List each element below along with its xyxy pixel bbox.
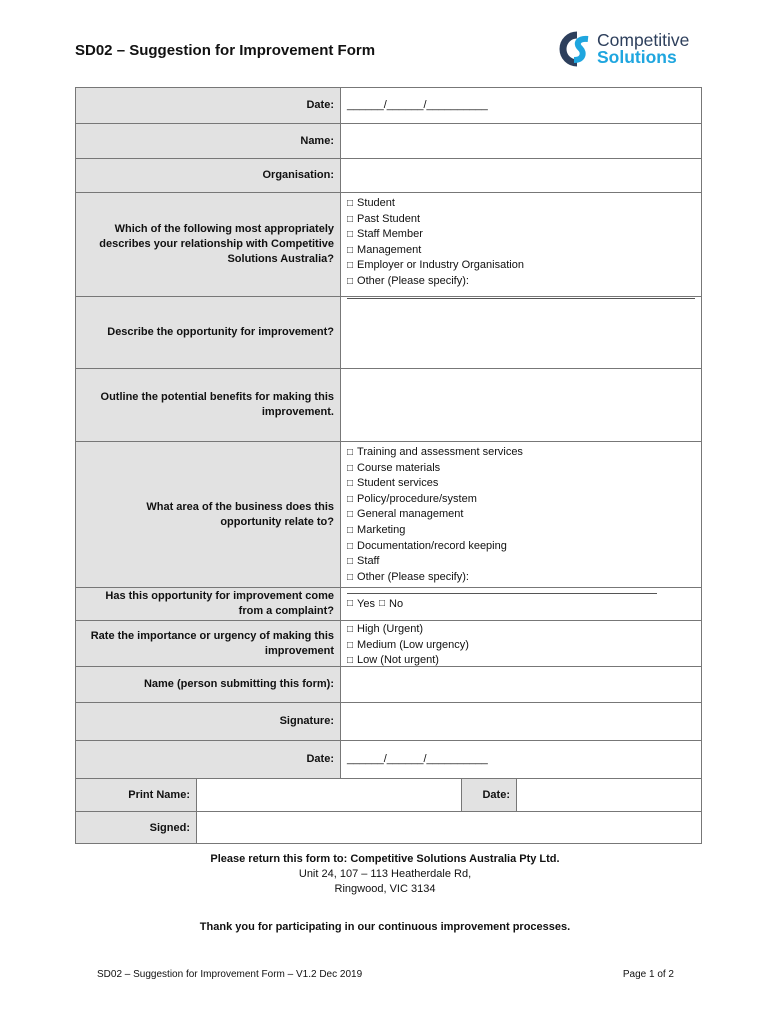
complaint-options: [341, 588, 701, 620]
document-id: SD02 – Suggestion for Improvement Form – V1.2 Dec 2019: [97, 969, 363, 980]
return-info: [0, 852, 770, 897]
signed-field[interactable]: [197, 812, 701, 843]
page-title: SD02 – Suggestion for Improvement Form: [75, 42, 376, 59]
checkbox-icon[interactable]: □: [347, 597, 354, 609]
checkbox-icon[interactable]: □: [347, 624, 354, 635]
describe-label: Describe the opportunity for improvement?: [76, 297, 341, 368]
organisation-label: Organisation:: [76, 159, 341, 192]
benefits-label: Outline the potential benefits for making this improvement.: [76, 369, 341, 441]
row-name: [76, 123, 701, 158]
business-area-option[interactable]: □ Policy/procedure/system: [347, 492, 477, 505]
row-describe: [76, 296, 701, 368]
print-date-label: Date:: [462, 779, 517, 811]
no-option[interactable]: No: [389, 597, 404, 610]
row-business-area: [76, 441, 701, 587]
checkbox-icon[interactable]: □: [347, 540, 354, 552]
checkbox-icon[interactable]: □: [379, 597, 386, 609]
business-area-option[interactable]: □ Staff: [347, 555, 380, 568]
business-area-option[interactable]: □ Training and assessment services: [347, 446, 523, 458]
checkbox-icon[interactable]: □: [347, 478, 354, 490]
checkbox-icon[interactable]: □: [347, 509, 354, 521]
importance-options: [341, 621, 701, 666]
return-heading: Please return this form to: Competitive Solutions Australia Pty Ltd.: [210, 853, 560, 865]
yes-option[interactable]: Yes: [357, 597, 375, 610]
signature-field[interactable]: [341, 703, 701, 740]
row-organisation: [76, 158, 701, 192]
signed-label: Signed:: [76, 812, 197, 843]
company-logo: [555, 30, 705, 70]
print-name-field[interactable]: [197, 779, 462, 811]
thank-you-note: Thank you for participating in our continuous improvement processes.: [199, 921, 571, 933]
relationship-question: Which of the following most appropriately describes your relationship with Competitive Solutions Australia?: [76, 193, 341, 296]
business-area-option[interactable]: □ Other (Please specify):: [347, 570, 469, 583]
business-area-option[interactable]: □ Student services: [347, 477, 439, 490]
page-number: Page 1 of 2: [622, 969, 674, 980]
relationship-option[interactable]: □ Other (Please specify):: [347, 274, 469, 287]
return-address-line2: Ringwood, VIC 3134: [334, 883, 436, 895]
checkbox-icon[interactable]: □: [347, 556, 354, 568]
relationship-option[interactable]: □ Student: [347, 197, 395, 209]
describe-field[interactable]: [341, 297, 701, 368]
signature-label: Signature:: [76, 703, 341, 740]
relationship-option[interactable]: □ Management: [347, 243, 422, 256]
business-area-option[interactable]: □ Course materials: [347, 461, 441, 474]
row-date: [76, 88, 701, 123]
business-area-options: [341, 442, 701, 587]
importance-option[interactable]: □ High (Urgent): [347, 623, 424, 635]
relationship-option[interactable]: □ Employer or Industry Organisation: [347, 259, 524, 272]
row-signature: [76, 702, 701, 740]
name-field[interactable]: [341, 124, 701, 158]
relationship-option[interactable]: □ Past Student: [347, 212, 421, 225]
row-print-name: [76, 778, 701, 811]
organisation-field[interactable]: [341, 159, 701, 192]
row-relationship: [76, 192, 701, 296]
row-submitter: [76, 666, 701, 702]
checkbox-icon[interactable]: □: [347, 198, 354, 209]
checkbox-icon[interactable]: □: [347, 229, 354, 241]
checkbox-icon[interactable]: □: [347, 275, 354, 287]
business-area-question: What area of the business does this opportunity relate to?: [76, 442, 341, 587]
checkbox-icon[interactable]: □: [347, 447, 354, 458]
submitter-field[interactable]: [341, 667, 701, 702]
checkbox-icon[interactable]: □: [347, 244, 354, 256]
row-signed: [76, 811, 701, 843]
return-address-line1: Unit 24, 107 – 113 Heatherdale Rd,: [298, 868, 472, 880]
logo-text-line1: Competitive: [597, 30, 690, 50]
checkbox-icon[interactable]: □: [347, 462, 354, 474]
submitter-label: Name (person submitting this form):: [76, 667, 341, 702]
checkbox-icon[interactable]: □: [347, 524, 354, 536]
checkbox-icon[interactable]: □: [347, 493, 354, 505]
importance-question: Rate the importance or urgency of making this improvement: [76, 621, 341, 666]
business-area-option[interactable]: □ General management: [347, 508, 464, 521]
row-complaint: [76, 587, 701, 620]
business-area-option[interactable]: □ Marketing: [347, 523, 406, 536]
date-field[interactable]: ______/______/__________: [347, 99, 488, 112]
importance-option[interactable]: □ Low (Not urgent): [347, 654, 439, 667]
checkbox-icon[interactable]: □: [347, 213, 354, 225]
logo-cs-icon: [555, 31, 593, 67]
date2-label: Date:: [76, 741, 341, 778]
checkbox-icon[interactable]: □: [347, 639, 354, 651]
suggestion-form-table: [75, 87, 702, 844]
row-benefits: [76, 368, 701, 441]
name-label: Name:: [76, 124, 341, 158]
importance-option[interactable]: □ Medium (Low urgency): [347, 638, 469, 651]
business-area-option[interactable]: □ Documentation/record keeping: [347, 539, 507, 552]
checkbox-icon[interactable]: □: [347, 655, 354, 667]
row-importance: [76, 620, 701, 666]
relationship-option[interactable]: □ Staff Member: [347, 228, 423, 241]
row-date2: [76, 740, 701, 778]
print-date-field[interactable]: [517, 779, 701, 811]
checkbox-icon[interactable]: □: [347, 260, 354, 272]
benefits-field[interactable]: [341, 369, 701, 441]
complaint-question: Has this opportunity for improvement come from a complaint?: [76, 588, 341, 620]
relationship-options: [341, 193, 701, 296]
print-name-label: Print Name:: [76, 779, 197, 811]
date-label: Date:: [76, 88, 341, 123]
checkbox-icon[interactable]: □: [347, 571, 354, 583]
logo-text-line2: Solutions: [597, 47, 677, 67]
date2-field[interactable]: ______/______/__________: [347, 753, 488, 766]
